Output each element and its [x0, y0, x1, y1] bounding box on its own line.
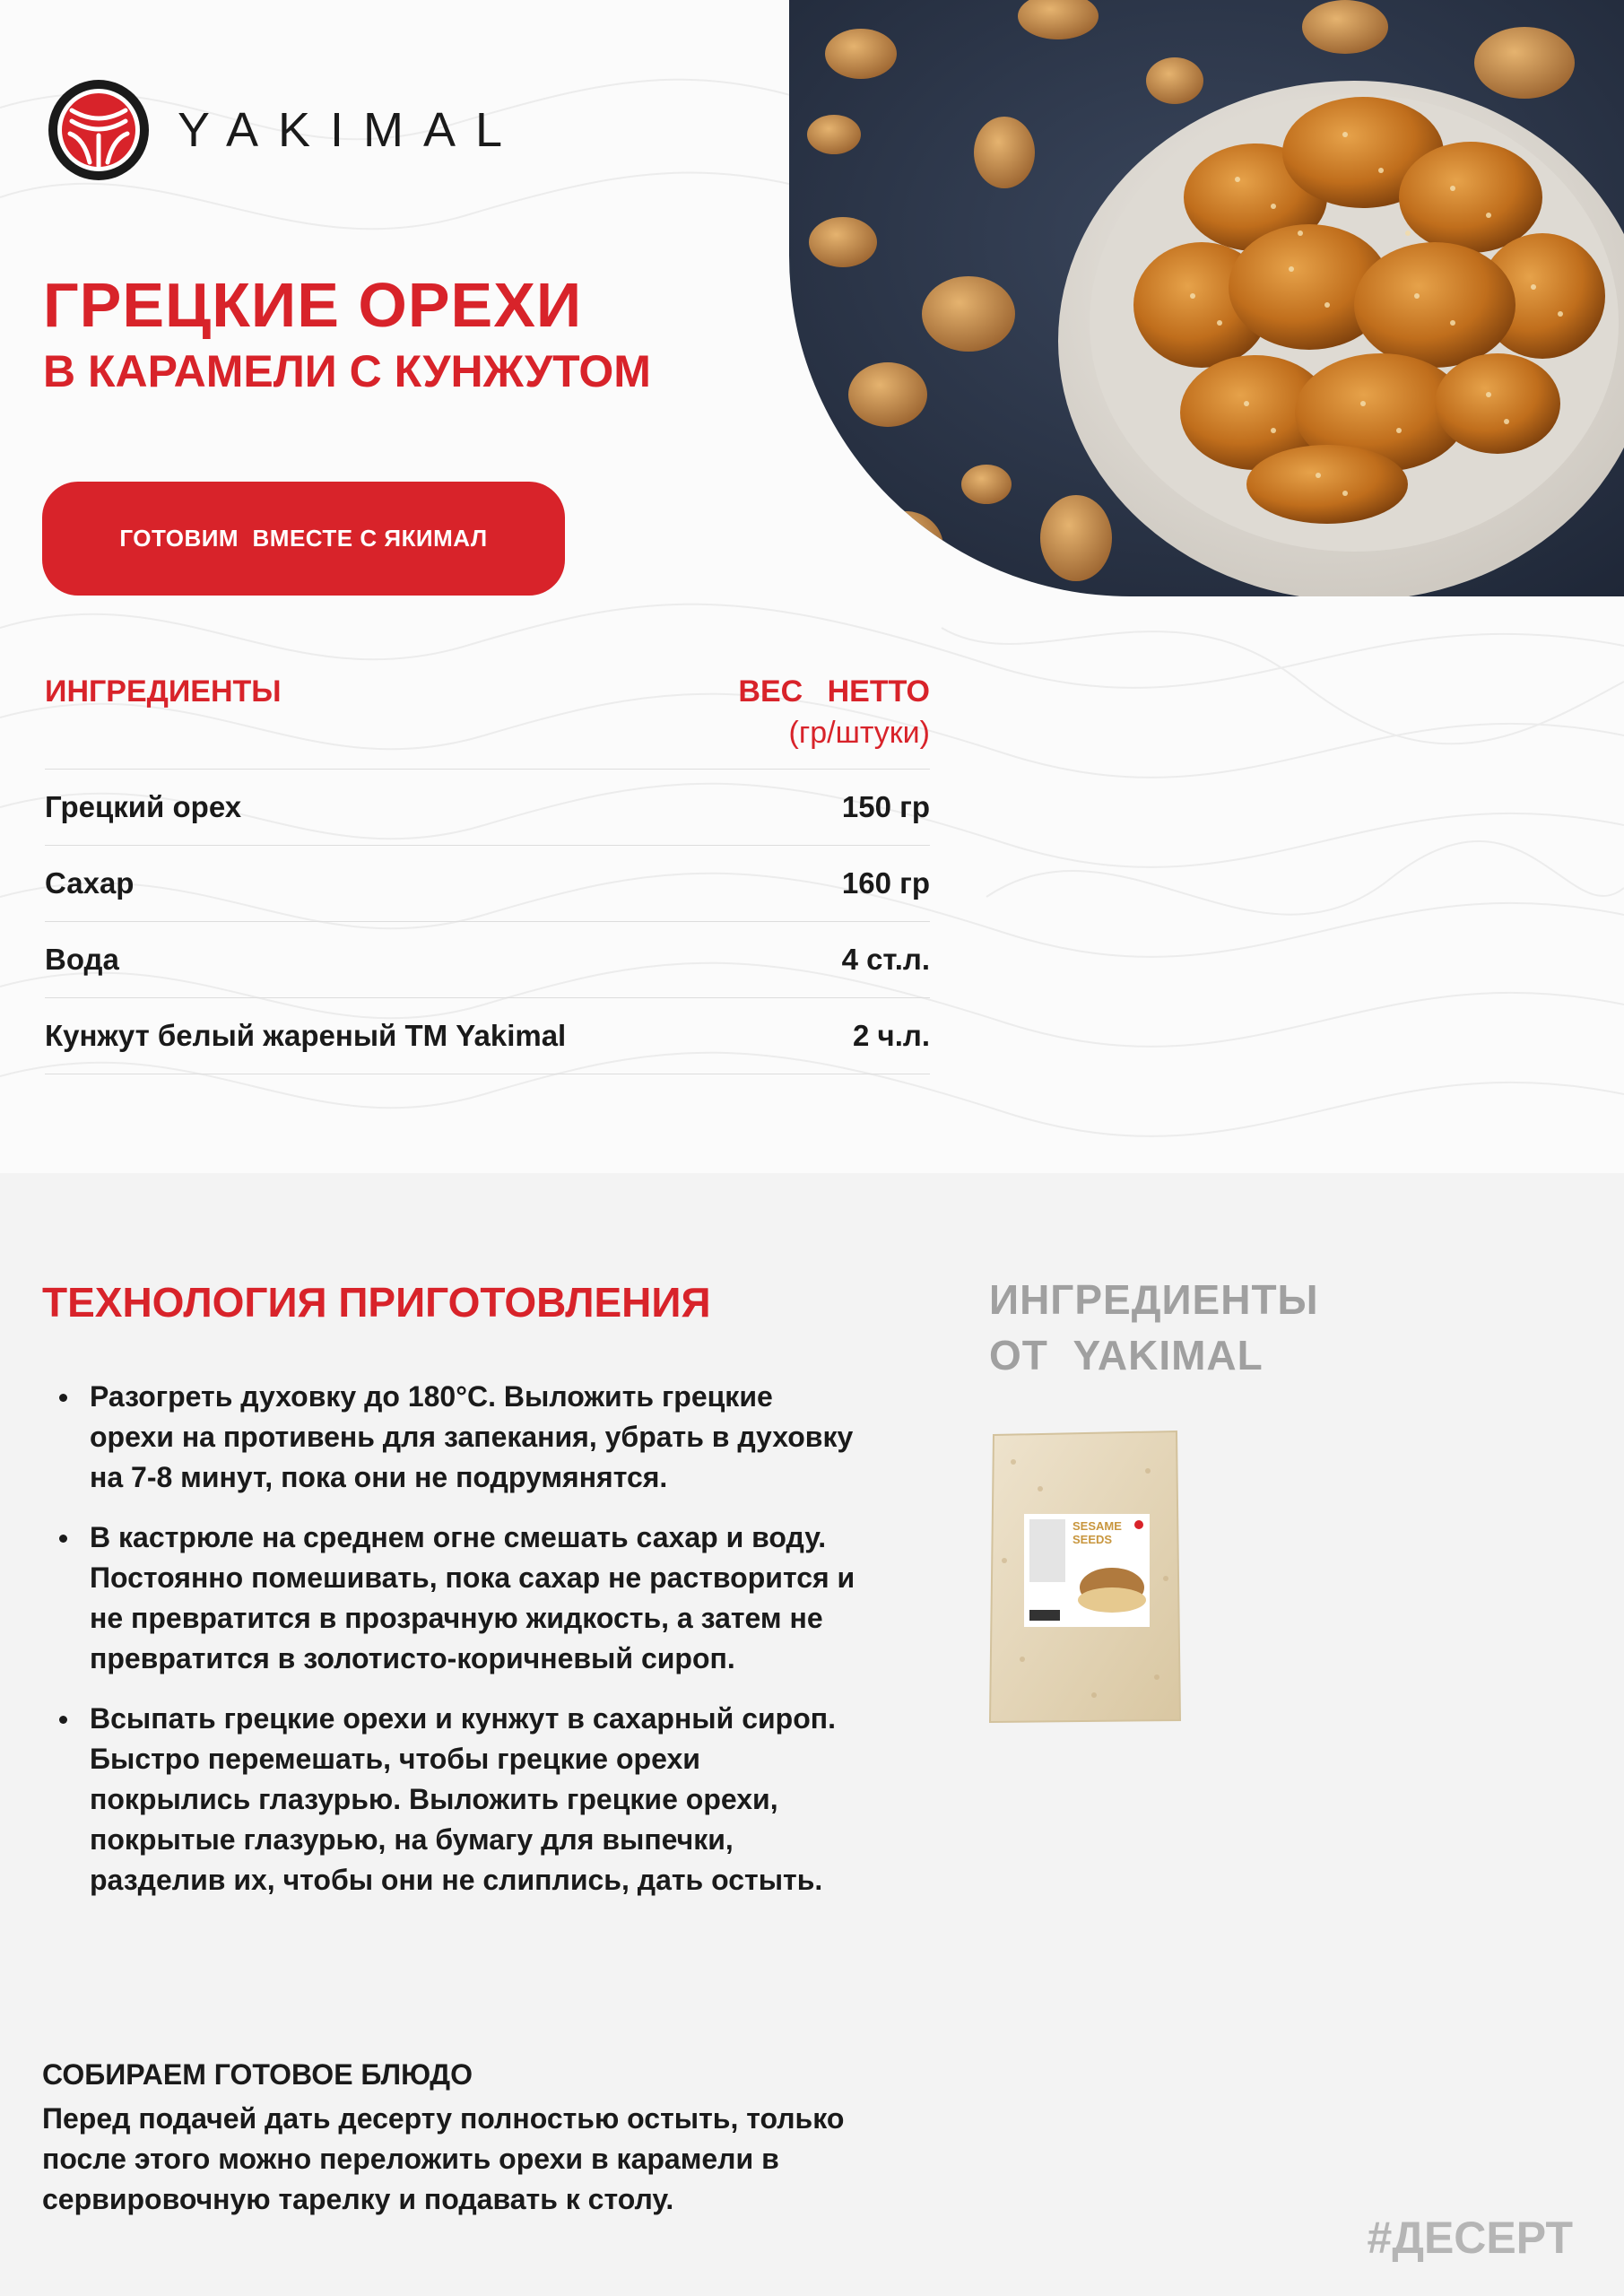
weight-unit-label: (гр/штуки) [788, 716, 930, 750]
category-hashtag: #ДЕСЕРТ [1367, 2213, 1573, 2263]
final-dish-title: СОБИРАЕМ ГОТОВОЕ БЛЮДО [42, 2058, 473, 2091]
ingredient-amount: 150 гр [841, 790, 930, 823]
sesame-seeds-package-image [986, 1426, 1184, 1726]
bullet-icon [59, 1394, 67, 1402]
step-text: Разогреть духовку до 180°С. Выложить грецкие орехи на противень для запекания, убрать в духовку на 7-8 минут, пока они не подрумянятся. [90, 1380, 854, 1493]
ingredients-column-header: ИНГРЕДИЕНТЫ [45, 674, 282, 709]
ingredient-amount: 160 гр [841, 866, 930, 900]
brand-name: YAKIMAL [178, 103, 523, 157]
recipe-subtitle: В КАРАМЕЛИ С КУНЖУТОМ [43, 346, 651, 396]
table-row [45, 998, 930, 1074]
package-label-line1: SESAME [1073, 1519, 1122, 1533]
weight-column-header: ВЕС НЕТТО [738, 674, 930, 709]
bullet-icon [59, 1716, 67, 1724]
brand-logo [45, 76, 522, 184]
yakimal-logo-icon [45, 76, 152, 184]
step-text: Всыпать грецкие орехи и кунжут в сахарный сироп. Быстро перемешать, чтобы грецкие орехи покрылись глазурью. Выложить грецкие орехи, покрытые глазурью, на бумагу для выпечки, разделив их, чтобы они не слиплись, дать остыть. [90, 1702, 836, 1896]
package-logo-icon [1134, 1520, 1143, 1529]
technology-steps [54, 1377, 861, 1920]
walnuts-bowl-image [789, 0, 1624, 596]
list-item [54, 1377, 861, 1498]
ingredient-name: Грецкий орех [45, 790, 242, 823]
recipe-title: ГРЕЦКИЕ ОРЕХИ [43, 270, 583, 340]
ingredient-amount: 2 ч.л. [853, 1019, 930, 1052]
yakimal-ingredients-title [989, 1272, 1319, 1383]
ingredient-name: Вода [45, 943, 119, 976]
cook-together-button[interactable]: ГОТОВИМ ВМЕСТЕ С ЯКИМАЛ [42, 482, 565, 596]
side-title-line1: ИНГРЕДИЕНТЫ [989, 1276, 1319, 1323]
table-row [45, 770, 930, 846]
final-dish-text: Перед подачей дать десерту полностью остыть, только после этого можно переложить орехи в карамели в сервировочную тарелку и подавать к столу. [42, 2102, 845, 2215]
ingredient-amount: 4 ст.л. [841, 943, 930, 976]
ingredient-name: Кунжут белый жареный ТМ Yakimal [45, 1019, 567, 1052]
bullet-icon [59, 1535, 67, 1543]
ingredients-table [45, 769, 930, 1074]
table-row [45, 846, 930, 922]
hero-photo [789, 0, 1624, 596]
table-row [45, 922, 930, 998]
list-item [54, 1518, 861, 1679]
step-text: В кастрюле на среднем огне смешать сахар и воду. Постоянно помешивать, пока сахар не растворится и не превратится в прозрачную жидкость, а затем не превратится в золотисто-коричневый сироп. [90, 1521, 855, 1674]
list-item [54, 1699, 861, 1900]
package-label-line2: SEEDS [1073, 1533, 1113, 1546]
technology-title: ТЕХНОЛОГИЯ ПРИГОТОВЛЕНИЯ [42, 1279, 711, 1326]
ingredient-name: Сахар [45, 866, 135, 900]
side-title-line2: ОТ YAKIMAL [989, 1332, 1264, 1378]
